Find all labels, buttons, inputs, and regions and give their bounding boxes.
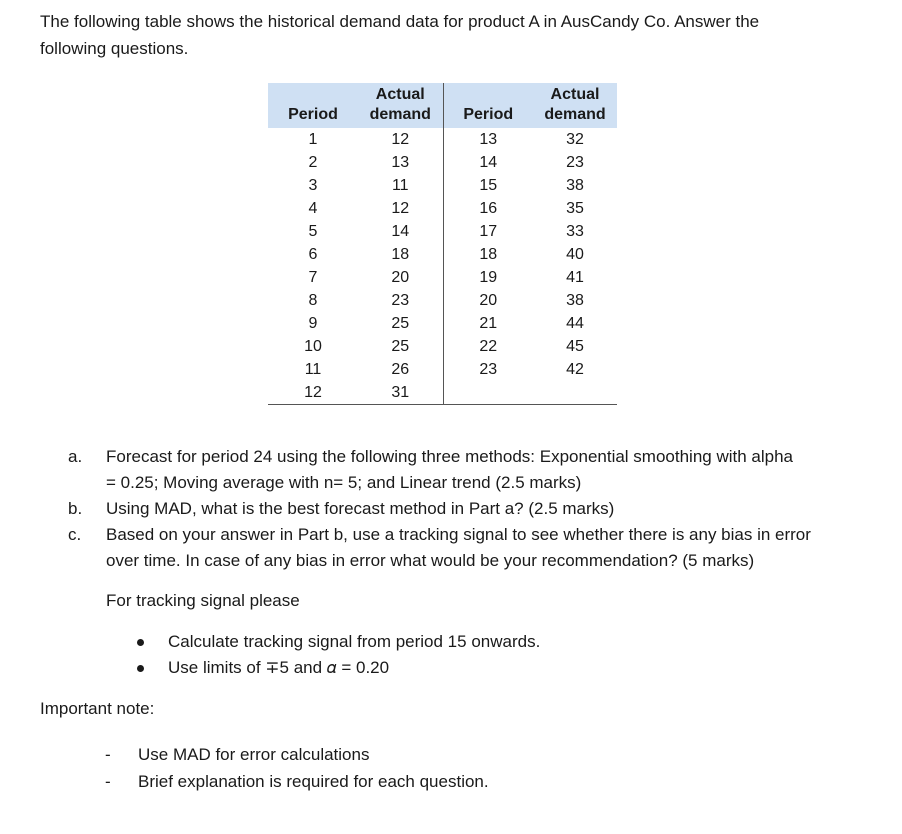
table-cell: 10 <box>304 338 322 355</box>
table-cell: 7 <box>308 269 318 286</box>
table-cell: 12 <box>358 128 443 151</box>
table-cell: 40 <box>566 246 584 263</box>
table-cell: 4 <box>308 200 318 217</box>
question-c <box>68 522 868 574</box>
table-cell: 44 <box>566 315 584 332</box>
question-letter: a. <box>68 447 83 466</box>
table-cell: 18 <box>479 246 498 263</box>
note-item <box>105 768 489 795</box>
intro-line-1: The following table shows the historical demand data for product A in AusCandy Co. Answer the <box>40 12 760 31</box>
table-row <box>268 174 617 197</box>
question-letter: c. <box>68 525 82 544</box>
bullet-item <box>132 629 540 655</box>
table-row <box>268 266 617 289</box>
table-cell: 14 <box>479 154 498 171</box>
note-text: Brief explanation is required for each question. <box>138 772 489 791</box>
table-cell: 42 <box>566 361 584 378</box>
table-cell: 25 <box>358 335 443 358</box>
table-row <box>268 151 617 174</box>
question-line: Forecast for period 24 using the following three methods: Exponential smoothing with alpha <box>106 447 794 466</box>
table-cell: 15 <box>479 177 498 194</box>
table-row <box>268 220 617 243</box>
table-cell: 35 <box>566 200 584 217</box>
tracking-signal-title: For tracking signal please <box>106 591 300 610</box>
table-cell: 16 <box>479 200 498 217</box>
bullet-prefix: Use limits of <box>168 658 266 677</box>
table-cell: 25 <box>358 312 443 335</box>
table-cell: 23 <box>566 154 584 171</box>
table-row <box>268 358 617 381</box>
dash-icon: - <box>105 772 111 791</box>
table-cell: 22 <box>479 338 498 355</box>
bullet-text: Calculate tracking signal from period 15 onwards. <box>168 632 541 651</box>
table-cell: 23 <box>358 289 443 312</box>
header-actual-demand-1 <box>358 83 443 128</box>
bullet-math: ∓5 and 𝛼 = 0.20 <box>265 658 390 677</box>
table-body <box>268 128 617 405</box>
demand-table <box>268 83 617 405</box>
table-cell: 21 <box>479 315 498 332</box>
table-row <box>268 312 617 335</box>
table-cell: 31 <box>358 381 443 405</box>
table-row <box>268 381 617 405</box>
notes-list <box>105 741 489 795</box>
table-row <box>268 335 617 358</box>
table-cell: 13 <box>479 131 498 148</box>
table-cell: 5 <box>308 223 318 240</box>
table-row <box>268 289 617 312</box>
table-cell: 8 <box>308 292 318 309</box>
table-cell: 1 <box>308 131 318 148</box>
intro-line-2: following questions. <box>40 39 189 58</box>
table-cell <box>443 381 533 405</box>
question-line: Based on your answer in Part b, use a tracking signal to see whether there is any bias in error <box>106 525 811 544</box>
question-text <box>106 444 868 496</box>
table-cell: 20 <box>479 292 498 309</box>
question-letter: b. <box>68 499 83 518</box>
table-cell: 41 <box>566 269 584 286</box>
table-cell: 19 <box>479 269 498 286</box>
table-cell: 38 <box>566 177 584 194</box>
question-text <box>106 496 868 522</box>
table-cell: 2 <box>308 154 318 171</box>
header-demand-label-2: demand <box>544 106 606 123</box>
question-line: Using MAD, what is the best forecast method in Part a? (2.5 marks) <box>106 499 615 518</box>
header-actual-label-2: Actual <box>550 86 600 103</box>
note-text: Use MAD for error calculations <box>138 745 370 764</box>
intro-paragraph <box>40 8 860 62</box>
table-cell: 12 <box>268 381 358 405</box>
bullet-dot-icon <box>137 665 144 672</box>
bullet-dot-icon <box>137 639 144 646</box>
table-cell: 11 <box>304 361 322 378</box>
table-row <box>268 128 617 151</box>
header-demand-label-1: demand <box>369 106 431 123</box>
header-period-1: Period <box>268 83 358 128</box>
table-cell: 23 <box>479 361 498 378</box>
table-row <box>268 243 617 266</box>
bullet-text <box>168 655 389 681</box>
table-cell: 38 <box>566 292 584 309</box>
table-row <box>268 197 617 220</box>
table-cell: 26 <box>358 358 443 381</box>
questions-list <box>68 444 868 574</box>
table-cell: 33 <box>566 223 584 240</box>
question-b <box>68 496 868 522</box>
dash-icon: - <box>105 745 111 764</box>
bullet-item <box>132 655 540 681</box>
table-cell: 12 <box>358 197 443 220</box>
table-cell: 18 <box>358 243 443 266</box>
table-cell: 13 <box>358 151 443 174</box>
table-cell: 11 <box>358 174 443 197</box>
note-item <box>105 741 489 768</box>
table-cell: 14 <box>358 220 443 243</box>
table-header-row <box>268 83 617 128</box>
important-note-label: Important note: <box>40 699 155 718</box>
tracking-bullets <box>132 629 540 681</box>
question-line: over time. In case of any bias in error what would be your recommendation? (5 marks) <box>106 551 755 570</box>
table-cell: 32 <box>566 131 584 148</box>
table-cell: 17 <box>479 223 498 240</box>
header-actual-demand-2 <box>533 83 617 128</box>
table-cell: 20 <box>358 266 443 289</box>
table-cell: 3 <box>308 177 318 194</box>
table-cell <box>533 381 617 405</box>
table-cell: 45 <box>566 338 584 355</box>
header-actual-label-1: Actual <box>375 86 425 103</box>
question-a <box>68 444 868 496</box>
table-cell: 9 <box>308 315 318 332</box>
header-period-2: Period <box>443 83 533 128</box>
question-text <box>106 522 868 574</box>
table-cell: 6 <box>308 246 318 263</box>
question-line: = 0.25; Moving average with n= 5; and Linear trend (2.5 marks) <box>106 473 582 492</box>
